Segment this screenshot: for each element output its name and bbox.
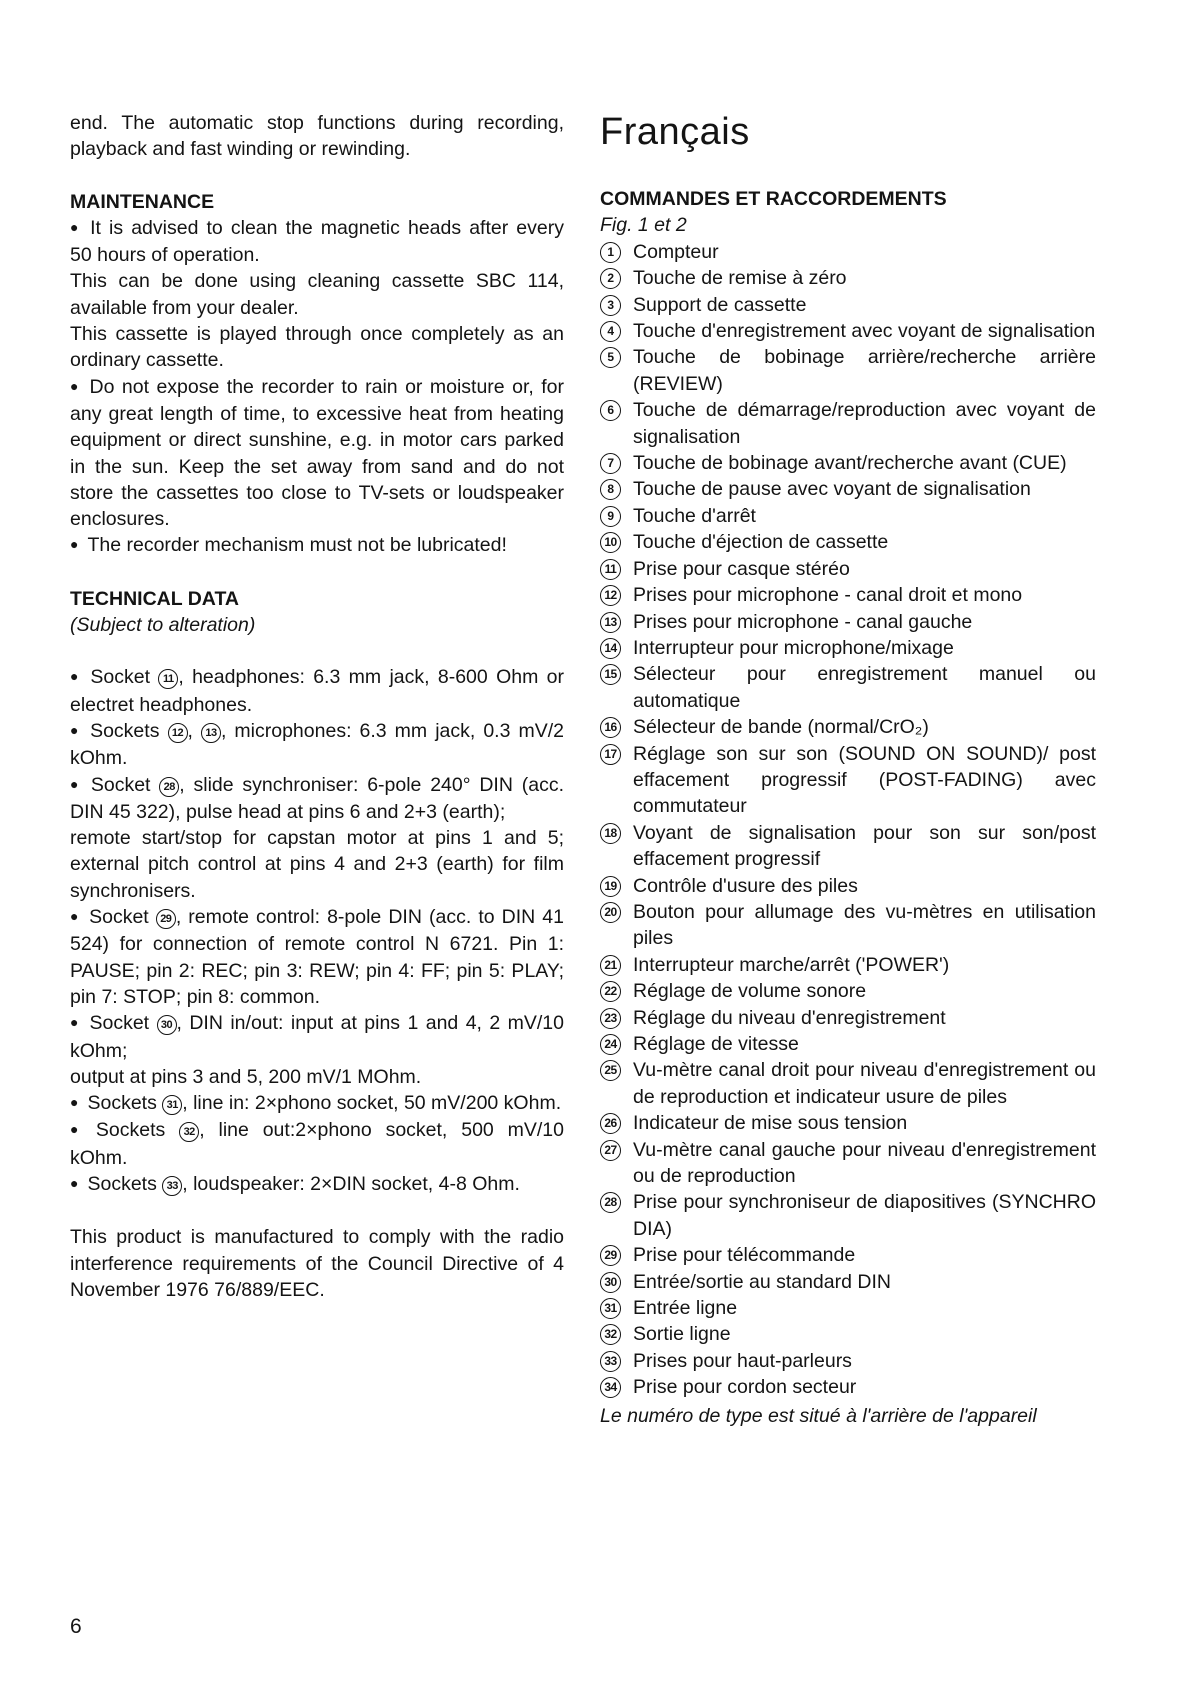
- control-label: Touche d'éjection de cassette: [633, 531, 889, 554]
- control-label: Indicateur de mise sous tension: [633, 1112, 908, 1135]
- control-label: Sortie ligne: [633, 1323, 731, 1346]
- control-item: [600, 1137, 1096, 1190]
- control-item: [600, 1057, 1096, 1110]
- control-label: Touche d'arrêt: [633, 504, 756, 527]
- spec-label: Socket: [90, 666, 150, 689]
- control-label: Interrupteur pour microphone/mixage: [633, 636, 954, 659]
- control-label: Touche de bobinage avant/recherche avant (CUE): [633, 452, 1067, 475]
- control-number: 13: [201, 723, 221, 743]
- control-label: Vu-mètre canal gauche pour niveau d'enregistrement ou de reproduction: [633, 1138, 1096, 1188]
- control-item: [600, 529, 1096, 555]
- french-column: [600, 110, 1096, 1429]
- control-number: 27: [600, 1140, 621, 1161]
- english-column: [70, 110, 564, 1303]
- control-number: 34: [600, 1377, 621, 1398]
- control-number: 29: [600, 1245, 621, 1266]
- technical-heading: TECHNICAL DATA: [70, 587, 239, 610]
- spec-item: ● Sockets 12 , 13 , microphones: 6.3 mm jack, 0.3 mV/2 kOhm.: [70, 718, 564, 772]
- controls-heading: COMMANDES ET RACCORDEMENTS: [600, 188, 947, 210]
- control-number: 20: [600, 902, 621, 923]
- intro-paragraph: end. The automatic stop functions during recording, playback and fast winding or rewinding.: [70, 112, 564, 161]
- control-number: 31: [162, 1095, 182, 1115]
- spec-text: , line out:2×phono socket, 500 mV/10 kOhm.: [70, 1119, 564, 1169]
- control-item: [600, 899, 1096, 952]
- maintenance-item: This cassette is played through once completely as an ordinary cassette.: [70, 323, 564, 372]
- control-number: 12: [600, 585, 621, 606]
- control-number: 11: [158, 669, 178, 689]
- control-label: Prise pour télécommande: [633, 1244, 856, 1267]
- control-label: Réglage de vitesse: [633, 1033, 799, 1055]
- control-number: 6: [600, 400, 621, 421]
- control-label: Prises pour microphone - canal gauche: [633, 610, 973, 633]
- control-label: Entrée ligne: [633, 1297, 738, 1320]
- maintenance-item: [70, 532, 564, 559]
- control-number: 8: [600, 479, 621, 500]
- maintenance-text: Do not expose the recorder to rain or moisture or, for any great length of time, to excessive heat from heating equipment or direct sunshine, e.g. in motor cars parked in the sun. Keep the set away from sand and do not store the cassettes too close to TV-sets or loudspeaker enclosures.: [70, 375, 564, 531]
- control-label: Voyant de signalisation pour son sur son/post effacement progressif: [633, 821, 1096, 871]
- spec-label: Sockets: [95, 1119, 166, 1142]
- control-item: [600, 1031, 1096, 1057]
- maintenance-item: [70, 374, 564, 533]
- control-number: 29: [156, 909, 176, 929]
- control-item: [600, 556, 1096, 582]
- control-number: 23: [600, 1008, 621, 1029]
- control-number: 5: [600, 347, 621, 368]
- control-label: Touche d'enregistrement avec voyant de signalisation: [633, 320, 1096, 343]
- control-item: [600, 1269, 1096, 1295]
- control-item: [600, 714, 1096, 740]
- control-number: 30: [157, 1015, 177, 1035]
- control-item: [600, 344, 1096, 397]
- control-label: Compteur: [633, 240, 719, 263]
- control-number: 11: [600, 559, 621, 580]
- control-item: [600, 1295, 1096, 1321]
- control-number: 1: [600, 242, 621, 263]
- control-number: 19: [600, 876, 621, 897]
- control-label: Entrée/sortie au standard DIN: [633, 1270, 891, 1293]
- spec-continuation: remote start/stop for capstan motor at pins 1 and 5; external pitch control at pins 4 and 2+3 (earth) for film synchronisers.: [70, 827, 564, 902]
- spacer: [70, 1198, 564, 1224]
- control-number: 24: [600, 1034, 621, 1055]
- control-item: [600, 1321, 1096, 1347]
- spec-label: Sockets: [90, 719, 160, 742]
- control-label: Prise pour cordon secteur: [633, 1376, 857, 1399]
- control-label: Prise pour synchroniseur de diapositives (SYNCHRO DIA): [633, 1191, 1096, 1240]
- control-item: [600, 1242, 1096, 1268]
- control-number: 16: [600, 717, 621, 738]
- control-item: [600, 1189, 1096, 1242]
- spacer: [70, 638, 564, 664]
- control-item: [600, 265, 1096, 291]
- control-label: Réglage de volume sonore: [633, 980, 867, 1003]
- control-label: Prises pour haut-parleurs: [633, 1349, 852, 1372]
- control-number: 32: [600, 1324, 621, 1345]
- control-label: Prise pour casque stéréo: [633, 557, 850, 580]
- spec-item: [70, 664, 564, 718]
- control-item: [600, 1374, 1096, 1400]
- control-item: [600, 292, 1096, 318]
- compliance-note: This product is manufactured to comply with the radio interference requirements of the Council Directive of 4 November 1976 76/889/EEC.: [70, 1226, 564, 1301]
- control-item: [600, 450, 1096, 476]
- figure-reference: Fig. 1 et 2: [600, 214, 687, 237]
- spec-label: Sockets: [87, 1092, 157, 1115]
- spec-label: Socket: [89, 906, 149, 929]
- spec-item: [70, 1117, 564, 1171]
- control-label: Touche de pause avec voyant de signalisation: [633, 478, 1031, 501]
- control-number: 33: [600, 1351, 621, 1372]
- control-item: [600, 741, 1096, 820]
- control-number: 25: [600, 1060, 621, 1081]
- controls-list: [600, 239, 1096, 1401]
- control-item: [600, 503, 1096, 529]
- maintenance-item: [70, 215, 564, 269]
- maintenance-text: It is advised to clean the magnetic heads after every 50 hours of operation.: [70, 216, 564, 267]
- control-item: [600, 952, 1096, 978]
- control-label: Bouton pour allumage des vu-mètres en utilisation piles: [633, 900, 1096, 950]
- control-label: Contrôle d'usure des piles: [633, 874, 858, 897]
- maintenance-heading: MAINTENANCE: [70, 190, 215, 213]
- control-item: [600, 1005, 1096, 1031]
- control-item: [600, 1348, 1096, 1374]
- control-label: Support de cassette: [633, 293, 807, 316]
- spec-continuation: output at pins 3 and 5, 200 mV/1 MOhm.: [70, 1065, 422, 1088]
- spec-item: [70, 1010, 564, 1064]
- control-label: Sélecteur de bande (normal/CrO₂): [633, 716, 929, 739]
- control-item: [600, 820, 1096, 873]
- control-label: Vu-mètre canal droit pour niveau d'enregistrement ou de reproduction et indicateur usure de piles: [633, 1059, 1096, 1108]
- control-number: 22: [600, 981, 621, 1002]
- control-label: Interrupteur marche/arrêt ('POWER'): [633, 953, 950, 976]
- spacer: [70, 560, 564, 586]
- spec-text: , line in: 2×phono socket, 50 mV/200 kOhm.: [182, 1092, 562, 1115]
- page-number: 6: [70, 1615, 82, 1638]
- control-number: 9: [600, 506, 621, 527]
- control-number: 7: [600, 453, 621, 474]
- control-item: [600, 609, 1096, 635]
- control-number: 28: [600, 1192, 621, 1213]
- control-label: Touche de démarrage/reproduction avec voyant de signalisation: [633, 399, 1096, 448]
- control-label: Touche de remise à zéro: [633, 267, 847, 290]
- control-label: Réglage son sur son (SOUND ON SOUND)/ post effacement progressif (POST-FADING) avec commutateur: [633, 742, 1096, 818]
- control-number: 17: [600, 744, 621, 765]
- control-item: [600, 582, 1096, 608]
- control-number: 14: [600, 638, 621, 659]
- control-number: 3: [600, 295, 621, 316]
- control-label: Prises pour microphone - canal droit et mono: [633, 584, 1023, 607]
- spec-text: , remote control: 8-pole DIN (acc. to DIN 41 524) for connection of remote control N 6721. Pin 1: PAUSE; pin 2: REC; pin 3: REW; pin 4: FF; pin 5: PLAY; pin 7: STOP; pin 8: common.: [70, 906, 564, 1008]
- spec-item: [70, 772, 564, 826]
- spec-text: , headphones: 6.3 mm jack, 8-600 Ohm or electret headphones.: [70, 666, 564, 716]
- control-number: 4: [600, 321, 621, 342]
- control-number: 32: [179, 1122, 199, 1142]
- spec-text: , DIN in/out: input at pins 1 and 4, 2 mV/10 kOhm;: [70, 1012, 564, 1062]
- control-label: Sélecteur pour enregistrement manuel ou automatique: [633, 663, 1096, 712]
- type-number-note: Le numéro de type est situé à l'arrière de l'appareil: [600, 1404, 1037, 1427]
- maintenance-item: This can be done using cleaning cassette SBC 114, available from your dealer.: [70, 270, 564, 319]
- section-title: Français: [600, 111, 750, 153]
- control-number: 26: [600, 1113, 621, 1134]
- maintenance-text: The recorder mechanism must not be lubricated!: [87, 534, 507, 557]
- spec-text: , loudspeaker: 2×DIN socket, 4-8 Ohm.: [182, 1172, 520, 1195]
- control-number: 28: [159, 777, 179, 797]
- control-number: 10: [600, 532, 621, 553]
- spec-label: Socket: [90, 773, 151, 796]
- control-number: 31: [600, 1298, 621, 1319]
- spec-item: [70, 1090, 564, 1117]
- technical-subheading: (Subject to alteration): [70, 614, 256, 637]
- control-number: 18: [600, 823, 621, 844]
- control-number: 30: [600, 1272, 621, 1293]
- control-item: [600, 239, 1096, 265]
- control-item: [600, 318, 1096, 344]
- control-number: 15: [600, 664, 621, 685]
- control-label: Réglage du niveau d'enregistrement: [633, 1006, 946, 1029]
- spec-item: [70, 1171, 564, 1198]
- control-item: [600, 1110, 1096, 1136]
- spec-label: Sockets: [87, 1172, 157, 1195]
- control-item: [600, 661, 1096, 714]
- control-number: 33: [162, 1176, 182, 1196]
- control-item: [600, 873, 1096, 899]
- spec-item: [70, 904, 564, 1010]
- control-item: [600, 397, 1096, 450]
- control-number: 2: [600, 268, 621, 289]
- control-number: 13: [600, 612, 621, 633]
- control-number: 21: [600, 955, 621, 976]
- control-number: 12: [168, 723, 188, 743]
- control-item: [600, 476, 1096, 502]
- spec-text: , slide synchroniser: 6-pole 240° DIN (acc. DIN 45 322), pulse head at pins 6 and 2+3 (earth);: [70, 773, 564, 823]
- spec-label: Socket: [89, 1012, 150, 1035]
- spec-text: , microphones: 6.3 mm jack, 0.3 mV/2 kOhm.: [70, 719, 564, 770]
- control-item: [600, 635, 1096, 661]
- control-item: [600, 978, 1096, 1004]
- control-label: Touche de bobinage arrière/recherche arrière (REVIEW): [633, 346, 1096, 395]
